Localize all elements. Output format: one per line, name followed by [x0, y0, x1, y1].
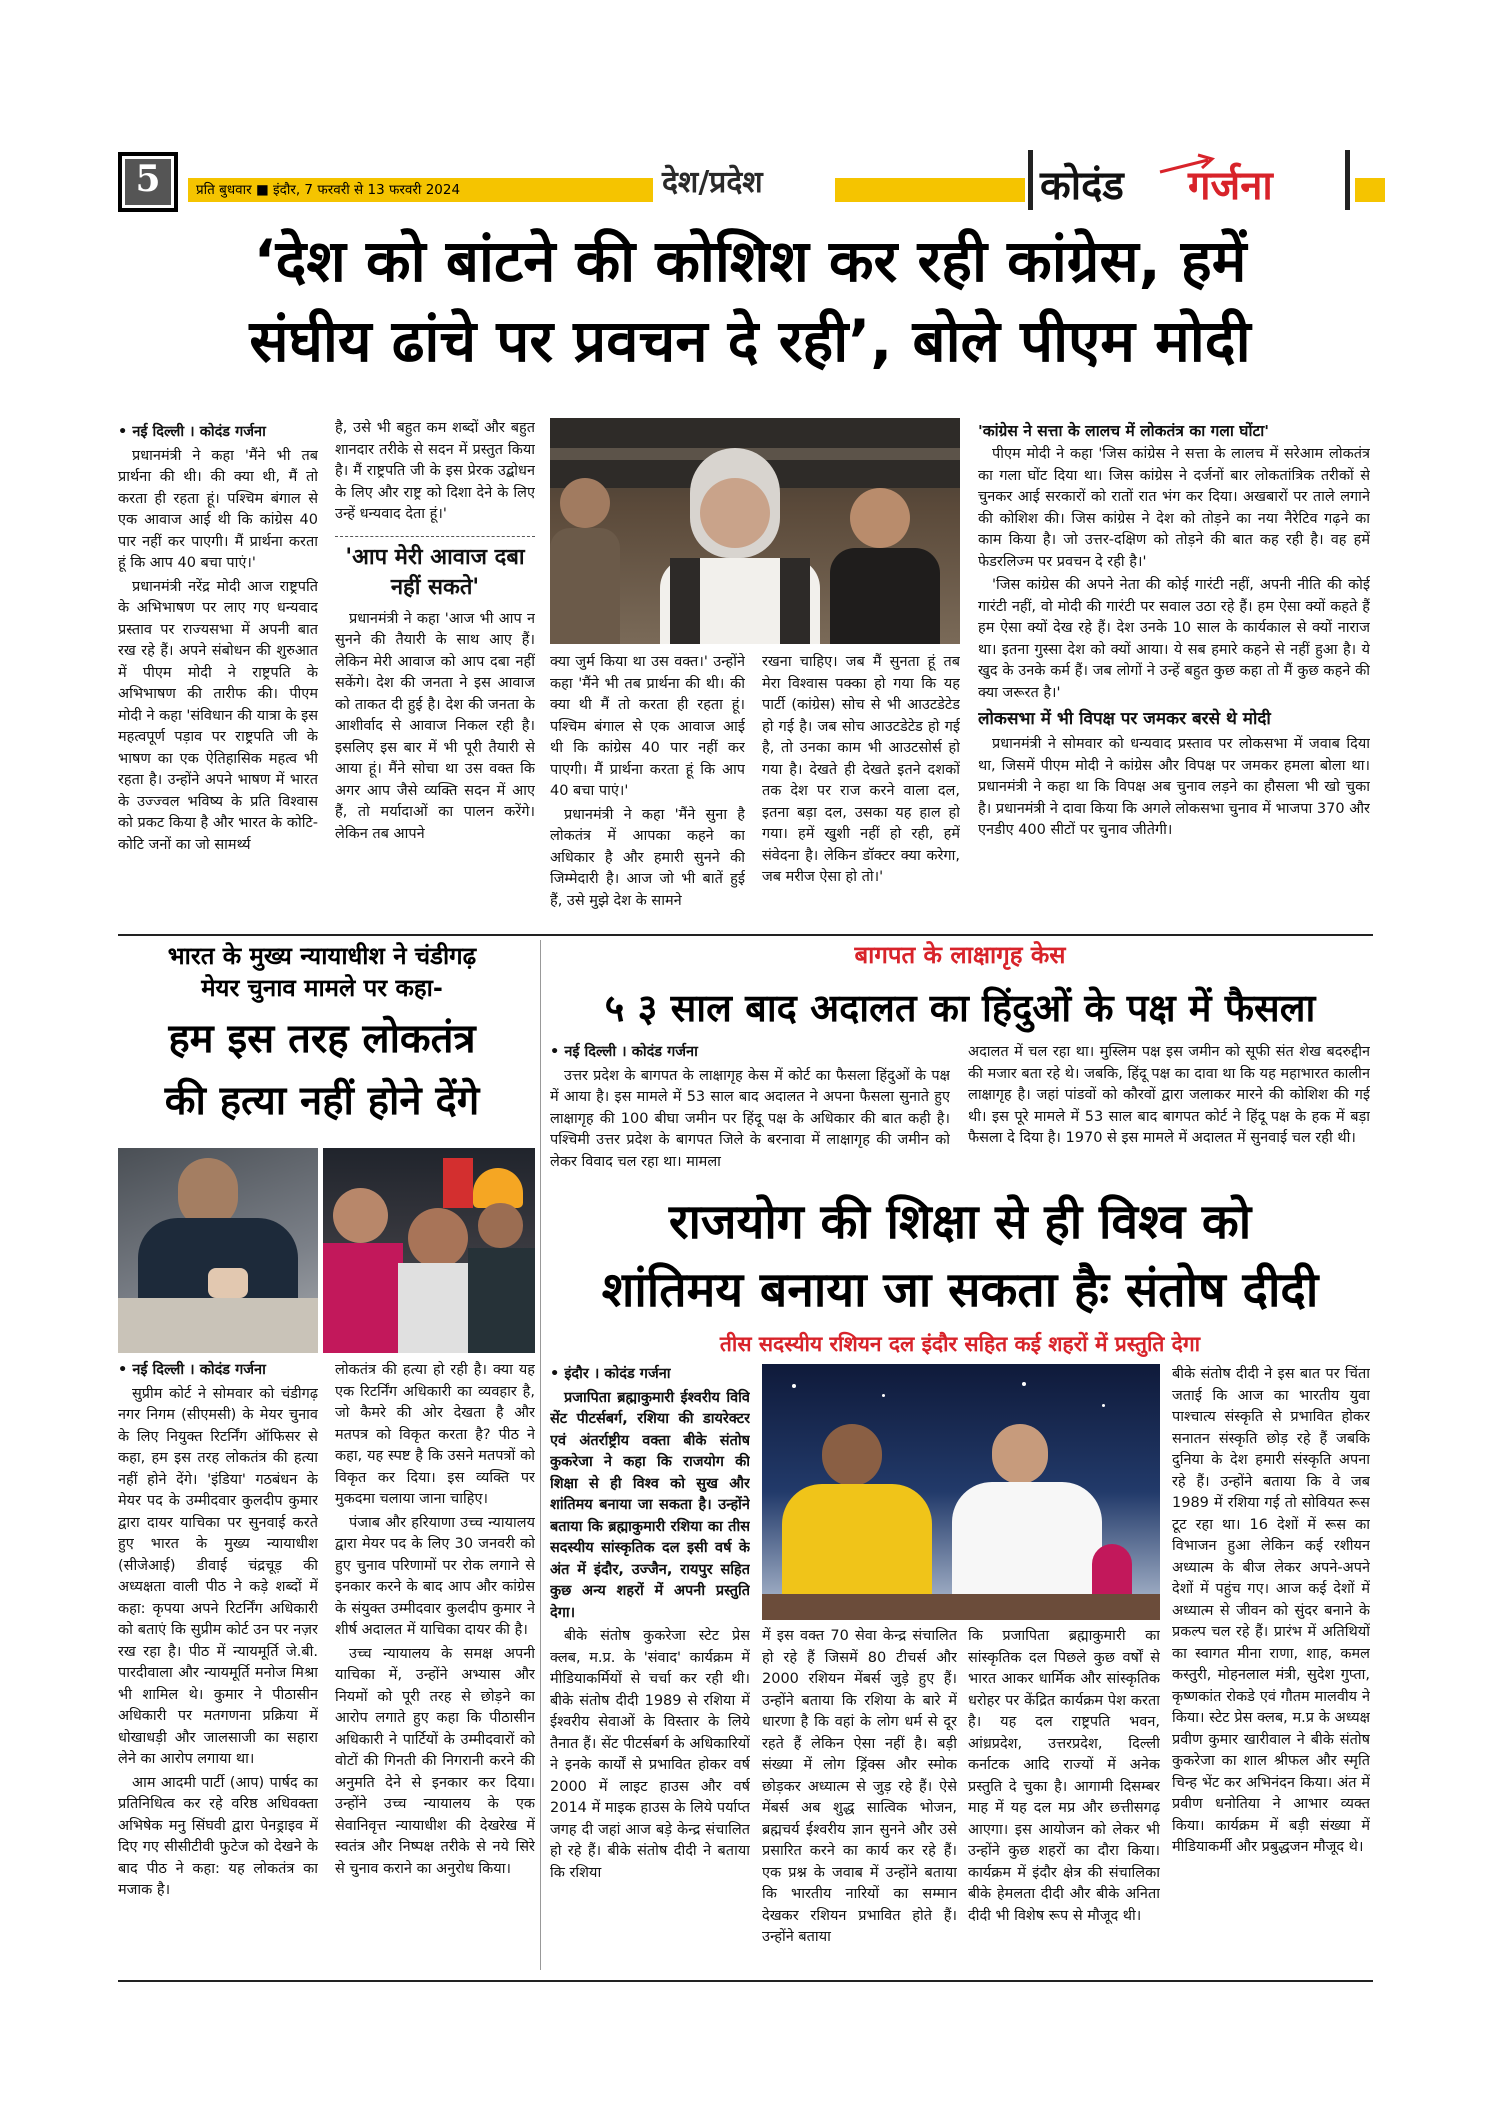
baghpat-paragraph-1: उत्तर प्रदेश के बागपत के लाक्षागृह केस में कोर्ट का फैसला हिंदुओं के पक्ष में आया है। इस मामले में 53 साल बाद अदालत ने अपना फैसला सुनाते हुए लाक्षागृह की 100 बीघा जमीन पर हिंदू पक्ष के अधिकार की बात कही है। पश्चिमी उत्तर प्रदेश के बागपत जिले के बरनावा में लाक्षागृह की जमीन को लेकर विवाद चल रहा था। मामला — [550, 1067, 950, 1170]
lead-subhead-1: 'आप मेरी आवाज दबा नहीं सकते' — [345, 544, 525, 600]
rajyoga-dateline: • इंदौर । कोदंड गर्जना — [550, 1366, 671, 1382]
baghpat-dateline: • नई दिल्ली । कोदंड गर्जना — [550, 1044, 698, 1060]
lead-column-2 — [335, 418, 535, 930]
lead-col2-paragraph-1: है, उसे भी बहुत कम शब्दों और बहुत शानदार तरीके से सदन में प्रस्तुत किया है। मैं राष्ट्रपति जी के इस प्रेरक उद्बोधन के लिए और राष्ट्र को दिशा देने के लिए उन्हें धन्यवाद देता हूं।' — [335, 420, 535, 522]
chandigarh-col1-paragraph-1: सुप्रीम कोर्ट ने सोमवार को चंडीगढ़ नगर निगम (सीएमसी) के मेयर चुनाव के लिए नियुक्त रिटर्निंग ऑफिसर से कहा, हम इस तरह लोकतंत्र की हत्या नहीं होने देंगे। 'इंडिया' गठबंधन के मेयर पद के उम्मीदवार कुलदीप कुमार द्वारा दायर याचिका पर सुनवाई करते हुए भारत के मुख्य न्यायाधीश (सीजेआई) डीवाई चंद्रचूड़ की अध्यक्षता वाली पीठ ने कड़े शब्दों में कहा: कृपया अपने रिटर्निंग अधिकारी को बताएं कि सुप्रीम कोर्ट उन पर नज़र रख रहा है। पीठ में न्यायमूर्ति जे.बी. पारदीवाला और न्यायमूर्ति मनोज मिश्रा भी शामिल थे। कुमार ने पीठासीन अधिकारी पर मतगणना प्रक्रिया में धोखाधड़ी और जालसाजी का सहारा लेने का आरोप लगाया था। — [118, 1385, 318, 1767]
brand-divider-left — [1028, 150, 1033, 210]
divider-page-bottom — [118, 1980, 1373, 1982]
rajyoga-photo — [762, 1364, 1160, 1620]
chandigarh-headline-line1: हम इस तरह लोकतंत्र — [168, 1016, 476, 1062]
baghpat-column-1 — [550, 1042, 950, 1186]
rajyoga-headline-line1: राजयोग की शिक्षा से ही विश्व को — [668, 1194, 1252, 1250]
lead-col5-paragraph-1: पीएम मोदी ने कहा 'जिस कांग्रेस ने सत्ता के लालच में सरेआम लोकतंत्र का गला घोंट दिया था। जिस कांग्रेस ने दर्जनों बार लोकतांत्रिक तरीकों से चुनकर आई सरकारों को रातों रात भंग कर दिया। अखबारों पर ताले लगाने की कोशिश की। जिस कांग्रेस ने देश को तोड़ने का नया नैरेटिव गढ़ने का काम किया है। जो उत्तर-दक्षिण को तोड़ने की बात कह रही है। वह हमें फेडरलिज्म पर प्रवचन दे रही है।' — [978, 446, 1370, 570]
lead-column-1 — [118, 422, 318, 930]
lead-subhead-3: लोकसभा में भी विपक्ष पर जमकर बरसे थे मोदी — [978, 709, 1271, 729]
chandigarh-column-2 — [335, 1360, 535, 1972]
baghpat-column-2 — [968, 1042, 1370, 1186]
brand-logo — [1040, 146, 1340, 216]
page-number-box — [118, 152, 178, 212]
chandigarh-column-1 — [118, 1360, 318, 1972]
chandigarh-col2-paragraph-3: उच्च न्यायालय के समक्ष अपनी याचिका में, उन्होंने अभ्यास और नियमों को पूरी तरह से छोड़ने का आरोप लगाते हुए कहा कि पीठासीन अधिकारी ने पार्टियों के उम्मीदवारों को वोटों की गिनती की निगरानी करने की अनुमति देने से इनकार कर दिया। उन्होंने उच्च न्यायालय के एक सेवानिवृत्त न्यायाधीश की देखरेख में स्वतंत्र और निष्पक्ष तरीके से नये सिरे से चुनाव कराने का अनुरोध किया। — [335, 1645, 535, 1877]
rajyoga-col3-paragraph: कि प्रजापिता ब्रह्माकुमारी का सांस्कृतिक दल पिछले कुछ वर्षों से भारत आकर धार्मिक और सांस्कृतिक धरोहर पर केंद्रित कार्यक्रम पेश करता है। यह दल राष्ट्रपति भवन, आंध्रप्रदेश, उत्तरप्रदेश, दिल्ली कर्नाटक आदि राज्यों में अनेक प्रस्तुति दे चुका है। आगामी दिसम्बर माह में यह दल मप्र और छत्तीसगढ़ आएगा। इस आयोजन को लेकर भी उन्होंने कुछ शहरों का दौरा किया। कार्यक्रम में इंदौर क्षेत्र की संचालिका बीके हेमलता दीदी और बीके अनिता दीदी भी विशेष रूप से मौजूद थी। — [968, 1628, 1160, 1924]
lead-col2-paragraph-2: प्रधानमंत्री ने कहा 'आज भी आप न सुनने की तैयारी के साथ आए हैं। लेकिन मेरी आवाज को आप दबा नहीं सकेंगे। देश की जनता ने इस आवाज को ताकत दी हुई है। देश की जनता के आशीर्वाद से आवाज निकल रही है। इसलिए इस बार में भी पूरी तैयारी से आया हूं। मैंने सोचा था उस वक्त कि अगर आप जैसे व्यक्ति सदन में आए हैं, तो मर्यादाओं का पालन करेंगे। लेकिन तब आपने — [335, 610, 535, 842]
rajyoga-col2-paragraph: में इस वक्त 70 सेवा केन्द्र संचालित हो रहे हैं जिसमें 80 टीचर्स और 2000 रशियन मेंबर्स जुड़े हुए हैं। उन्होंने बताया कि रशिया के बारे में धारणा है कि वहां के लोग धर्म से दूर रहते हैं लेकिन ऐसा नहीं है। बड़ी संख्या में लोग ड्रिंक्स और स्मोक छोड़कर अध्यात्म से जुड़ रहे हैं। ऐसे मेंबर्स अब शुद्ध सात्विक भोजन, ब्रह्मचर्य ईश्वरीय ज्ञान सुनने और उसे प्रसारित करने का कार्य कर रहे हैं। एक प्रश्न के जवाब में उन्होंने बताया कि भारतीय नारियों का सम्मान देखकर रशियन प्रभावित होते हैं। उन्होंने बताया — [762, 1628, 957, 1945]
chandigarh-dateline: • नई दिल्ली । कोदंड गर्जना — [118, 1362, 266, 1378]
brand-garjana: गर्जना — [1188, 163, 1273, 209]
rajyoga-column-3 — [968, 1626, 1160, 1972]
lead-column-4 — [762, 652, 960, 930]
lead-col3-paragraph-1: क्या जुर्म किया था उस वक्त।' उन्होंने कहा 'मैंने भी तब प्रार्थना की थी। की क्या थी मैं तो करता ही रहता हूं। पश्चिम बंगाल से एक आवाज आई थी कि कांग्रेस 40 पार नहीं कर पाएगी। मैं प्रार्थना करता हूं कि आप 40 बचा पाएं।' — [550, 654, 745, 799]
lead-dateline: • नई दिल्ली । कोदंड गर्जना — [118, 424, 266, 440]
lead-col4-paragraph-1: रखना चाहिए। जब मैं सुनता हूं तब मेरा विश्वास पक्का हो गया कि यह पार्टी (कांग्रेस) सोच से भी आउटडेटेड हो गई है। जब सोच आउटडेटेड हो गई है, तो उनका काम भी आउटसोर्स हो गया है। देखते ही देखते इतने दशकों तक देश पर राज करने वाला दल, इतना बड़ा दल, उसका यह हाल हो गया। हमें खुशी नहीं हो रही, हमें संवेदना है। लेकिन डॉक्टर क्या करेगा, जब मरीज ऐसा हो तो।' — [762, 654, 960, 885]
rajyoga-intro: प्रजापिता ब्रह्माकुमारी ईश्वरीय विवि सेंट पीटर्सबर्ग, रशिया की डायरेक्टर एवं अंतर्राष्ट्रीय वक्ता बीके संतोष कुकरेजा ने कहा कि राजयोग की शिक्षा से ही विश्व को सुख और शांतिमय बनाया जा सकता है। उन्होंने बताया कि ब्रह्माकुमारी रशिया का तीस सदस्यीय सांस्कृतिक दल इसी वर्ष के अंत में इंदौर, उज्जैन, रायपुर सहित कुछ अन्य शहरों में अपनी प्रस्तुति देगा। — [550, 1389, 750, 1621]
rajyoga-col1-paragraph-2: बीके संतोष कुकरेजा स्टेट प्रेस क्लब, म.प्र. के 'संवाद' कार्यक्रम में मीडियाकर्मियों से चर्चा कर रही थी। बीके संतोष दीदी 1989 से रशिया में ईश्वरीय सेवाओं के विस्तार के लिये तैनात हैं। सेंट पीटर्सबर्ग के अधिकारियों ने इनके कार्यों से प्रभावित होकर वर्ष 2000 में लाइट हाउस और वर्ष 2014 में माइक हाउस के लिये पर्याप्त जगह दी जहां आज बड़े केन्द्र संचालित हो रहे हैं। बीके संतोष दीदी ने बताया कि रशिया — [550, 1628, 750, 1881]
lead-photo — [550, 418, 960, 644]
baghpat-headline: ५ ३ साल बाद अदालत का हिंदुओं के पक्ष में फैसला — [604, 986, 1316, 1030]
rajyoga-subhead: तीस सदस्यीय रशियन दल इंदौर सहित कई शहरों में प्रस्तुति देगा — [719, 1332, 1201, 1356]
divider-lead-bottom — [118, 934, 1373, 936]
lead-col1-paragraph-2: प्रधानमंत्री नरेंद्र मोदी आज राष्ट्रपति के अभिभाषण पर लाए गए धन्यवाद प्रस्ताव पर राज्यसभा में अपनी बात रख रहे हैं। अपने संबोधन की शुरुआत में पीएम मोदी ने राष्ट्रपति के अभिभाषण की तारीफ की। पीएम मोदी ने कहा 'संविधान की यात्रा के इस महत्वपूर्ण पड़ाव पर राष्ट्रपति जी के भाषण का एक ऐतिहासिक महत्व भी रहता है। उन्होंने अपने भाषण में भारत के उज्ज्वल भविष्य के प्रति विश्वास को प्रकट किया है और भारत के कोटि-कोटि जनों का जो सामर्थ्य — [118, 578, 318, 853]
rajyoga-col4-paragraph: बीके संतोष दीदी ने इस बात पर चिंता जताई कि आज का भारतीय युवा पाश्चात्य संस्कृति से प्रभावित होकर सनातन संस्कृति छोड़ रहे हैं जबकि दुनिया के देश हमारी संस्कृति अपना रहे हैं। उन्होंने बताया कि वे जब 1989 में रशिया गई तो सोवियत रूस टूट रहा था। 16 देशों में रूस का विभाजन हुआ लेकिन कई रशीयन अध्यात्म के बीज लेकर अपने-अपने देशों में पहुंच गए। आज कई देशों में अध्यात्म से जीवन को सुंदर बनाने के प्रकल्प चल रहे हैं। प्रारंभ में अतिथियों का स्वागत मीना राणा, शाह, कमल कस्तुरी, मोहनलाल मंत्री, सुदेश गुप्ता, कृष्णकांत रोकडे एवं गौतम मालवीय ने किया। स्टेट प्रेस क्लब, म.प्र के अध्यक्ष प्रवीण कुमार खारीवाल ने बीके संतोष कुकरेजा का शाल श्रीफल और स्मृति चिन्ह भेंट कर अभिनंदन किया। अंत में प्रवीण धनोतिया ने आभार व्यक्त किया। कार्यक्रम में बड़ी संख्या में मीडियाकर्मी और प्रबुद्धजन मौजूद थे। — [1172, 1366, 1370, 1855]
lead-subhead-2: 'कांग्रेस ने सत्ता के लालच में लोकतंत्र का गला घोंटा' — [978, 422, 1270, 440]
baghpat-kicker: बागपत के लाक्षागृह केस — [854, 941, 1066, 969]
lead-column-3 — [550, 652, 745, 930]
chandigarh-photo-crowd — [323, 1148, 535, 1353]
chandigarh-photo-signing — [118, 1148, 318, 1353]
masthead — [0, 0, 1500, 230]
lead-col5-paragraph-3: प्रधानमंत्री ने सोमवार को धन्यवाद प्रस्ताव पर लोकसभा में जवाब दिया था, जिसमें पीएम मोदी ने कांग्रेस और विपक्ष पर जमकर हमला बोला था। प्रधानमंत्री ने कहा था कि विपक्ष अब चुनाव लड़ने का हौसला भी खो चुका है। प्रधानमंत्री ने दावा किया कि अगले लोकसभा चुनाव में भाजपा 370 और एनडीए 400 सीटों पर चुनाव जीतेगी। — [978, 736, 1370, 838]
rajyoga-headline-line2: शांतिमय बनाया जा सकता हैः संतोष दीदी — [601, 1262, 1319, 1318]
issue-line: प्रति बुधवार ■ इंदौर, 7 फरवरी से 13 फरवरी 2024 — [196, 182, 461, 198]
chandigarh-headline-line2: की हत्या नहीं होने देंगे — [164, 1078, 480, 1124]
chandigarh-col2-paragraph-1: लोकतंत्र की हत्या हो रही है। क्या यह एक रिटर्निंग अधिकारी का व्यवहार है, जो कैमरे की ओर देखता है और मतपत्र को विकृत करता है? पीठ ने कहा, यह स्पष्ट है कि उसने मतपत्रों को विकृत कर दिया। इस व्यक्ति पर मुकदमा चलाया जाना चाहिए। — [335, 1362, 535, 1507]
chandigarh-col1-paragraph-2: आम आदमी पार्टी (आप) पार्षद का प्रतिनिधित्व कर रहे वरिष्ठ अधिवक्ता अभिषेक मनु सिंघवी द्वारा पेनड्राइव में दिए गए सीसीटीवी फुटेज को देखने के बाद पीठ ने कहा: यह लोकतंत्र का मजाक है। — [118, 1774, 318, 1898]
lead-col5-paragraph-2: 'जिस कांग्रेस की अपने नेता की कोई गारंटी नहीं, अपनी नीति की कोई गारंटी नहीं, वो मोदी की गारंटी पर सवाल उठा रहे हैं। हम ऐसा क्यों कहते हैं हम ऐसा क्यों देख रहे हैं। देश उनके 10 साल के कार्यकाल से क्यों नाराज था। इतना गुस्सा देश को क्यों आया। ये सब हमारे कहने से नहीं हुआ है। ये खुद के उनके कर्म हैं। जब लोगों ने उन्हें बहुत कुछ कहा तो मैं कुछ कहने की क्या जरूरत है।' — [978, 577, 1370, 701]
section-label: देश/प्रदेश — [662, 165, 763, 200]
brand-kodand: कोदंड — [1040, 163, 1124, 209]
rajyoga-column-4 — [1172, 1364, 1370, 1972]
chandigarh-col2-paragraph-2: पंजाब और हरियाणा उच्च न्यायालय द्वारा मेयर पद के लिए 30 जनवरी को हुए चुनाव परिणामों पर रोक लगाने से इनकार करने के बाद आप और कांग्रेस के संयुक्त उम्मीदवार कुलदीप कुमार ने शीर्ष अदालत में याचिका दायर की है। — [335, 1514, 535, 1638]
page-number: 5 — [135, 158, 161, 200]
right-strip — [1355, 178, 1385, 202]
chandigarh-kicker-line2: मेयर चुनाव मामले पर कहा- — [201, 974, 443, 1002]
brand-divider-right — [1345, 150, 1350, 210]
baghpat-paragraph-2: अदालत में चल रहा था। मुस्लिम पक्ष इस जमीन को सूफी संत शेख बदरुद्दीन की मजार बता रहे थे। जबकि, हिंदू पक्ष का दावा था कि यह महाभारत कालीन लाक्षागृह है। जहां पांडवों को कौरवों द्वारा जलाकर मारने की कोशिश की गई थी। इस पूरे मामले में 53 साल बाद बागपत कोर्ट ने हिंदू पक्ष के हक में बड़ा फैसला दे दिया है। 1970 से इस मामले में अदालत में सुनवाई चल रही थी। — [968, 1044, 1370, 1146]
lead-column-5 — [978, 420, 1370, 930]
rajyoga-column-2 — [762, 1626, 957, 1972]
lead-headline-line2: संघीय ढांचे पर प्रवचन दे रही’, बोले पीएम मोदी — [249, 307, 1251, 375]
chandigarh-kicker-line1: भारत के मुख्य न्यायाधीश ने चंडीगढ़ — [167, 942, 477, 970]
lead-headline-line1: ‘देश को बांटने की कोशिश कर रही कांग्रेस, हमें — [253, 227, 1247, 295]
lead-col3-paragraph-2: प्रधानमंत्री ने कहा 'मैंने सुना है लोकतंत्र में आपका कहने का अधिकार है और हमारी सुनने की जिम्मेदारी है। आज जो भी बातें हुई हैं, उसे मुझे देश के सामने — [550, 806, 745, 909]
rajyoga-column-1 — [550, 1364, 750, 1972]
divider-vertical — [540, 940, 541, 1970]
lead-col1-paragraph-1: प्रधानमंत्री ने कहा 'मैंने भी तब प्रार्थना की थी। की क्या थी, मैं तो करता ही रहता हूं। पश्चिम बंगाल से एक आवाज आई थी कि कांग्रेस 40 पार नहीं कर पाएगी। मैं प्रार्थना करता हूं कि आप 40 बचा पाएं।' — [118, 447, 318, 571]
section-strip — [835, 178, 1025, 202]
